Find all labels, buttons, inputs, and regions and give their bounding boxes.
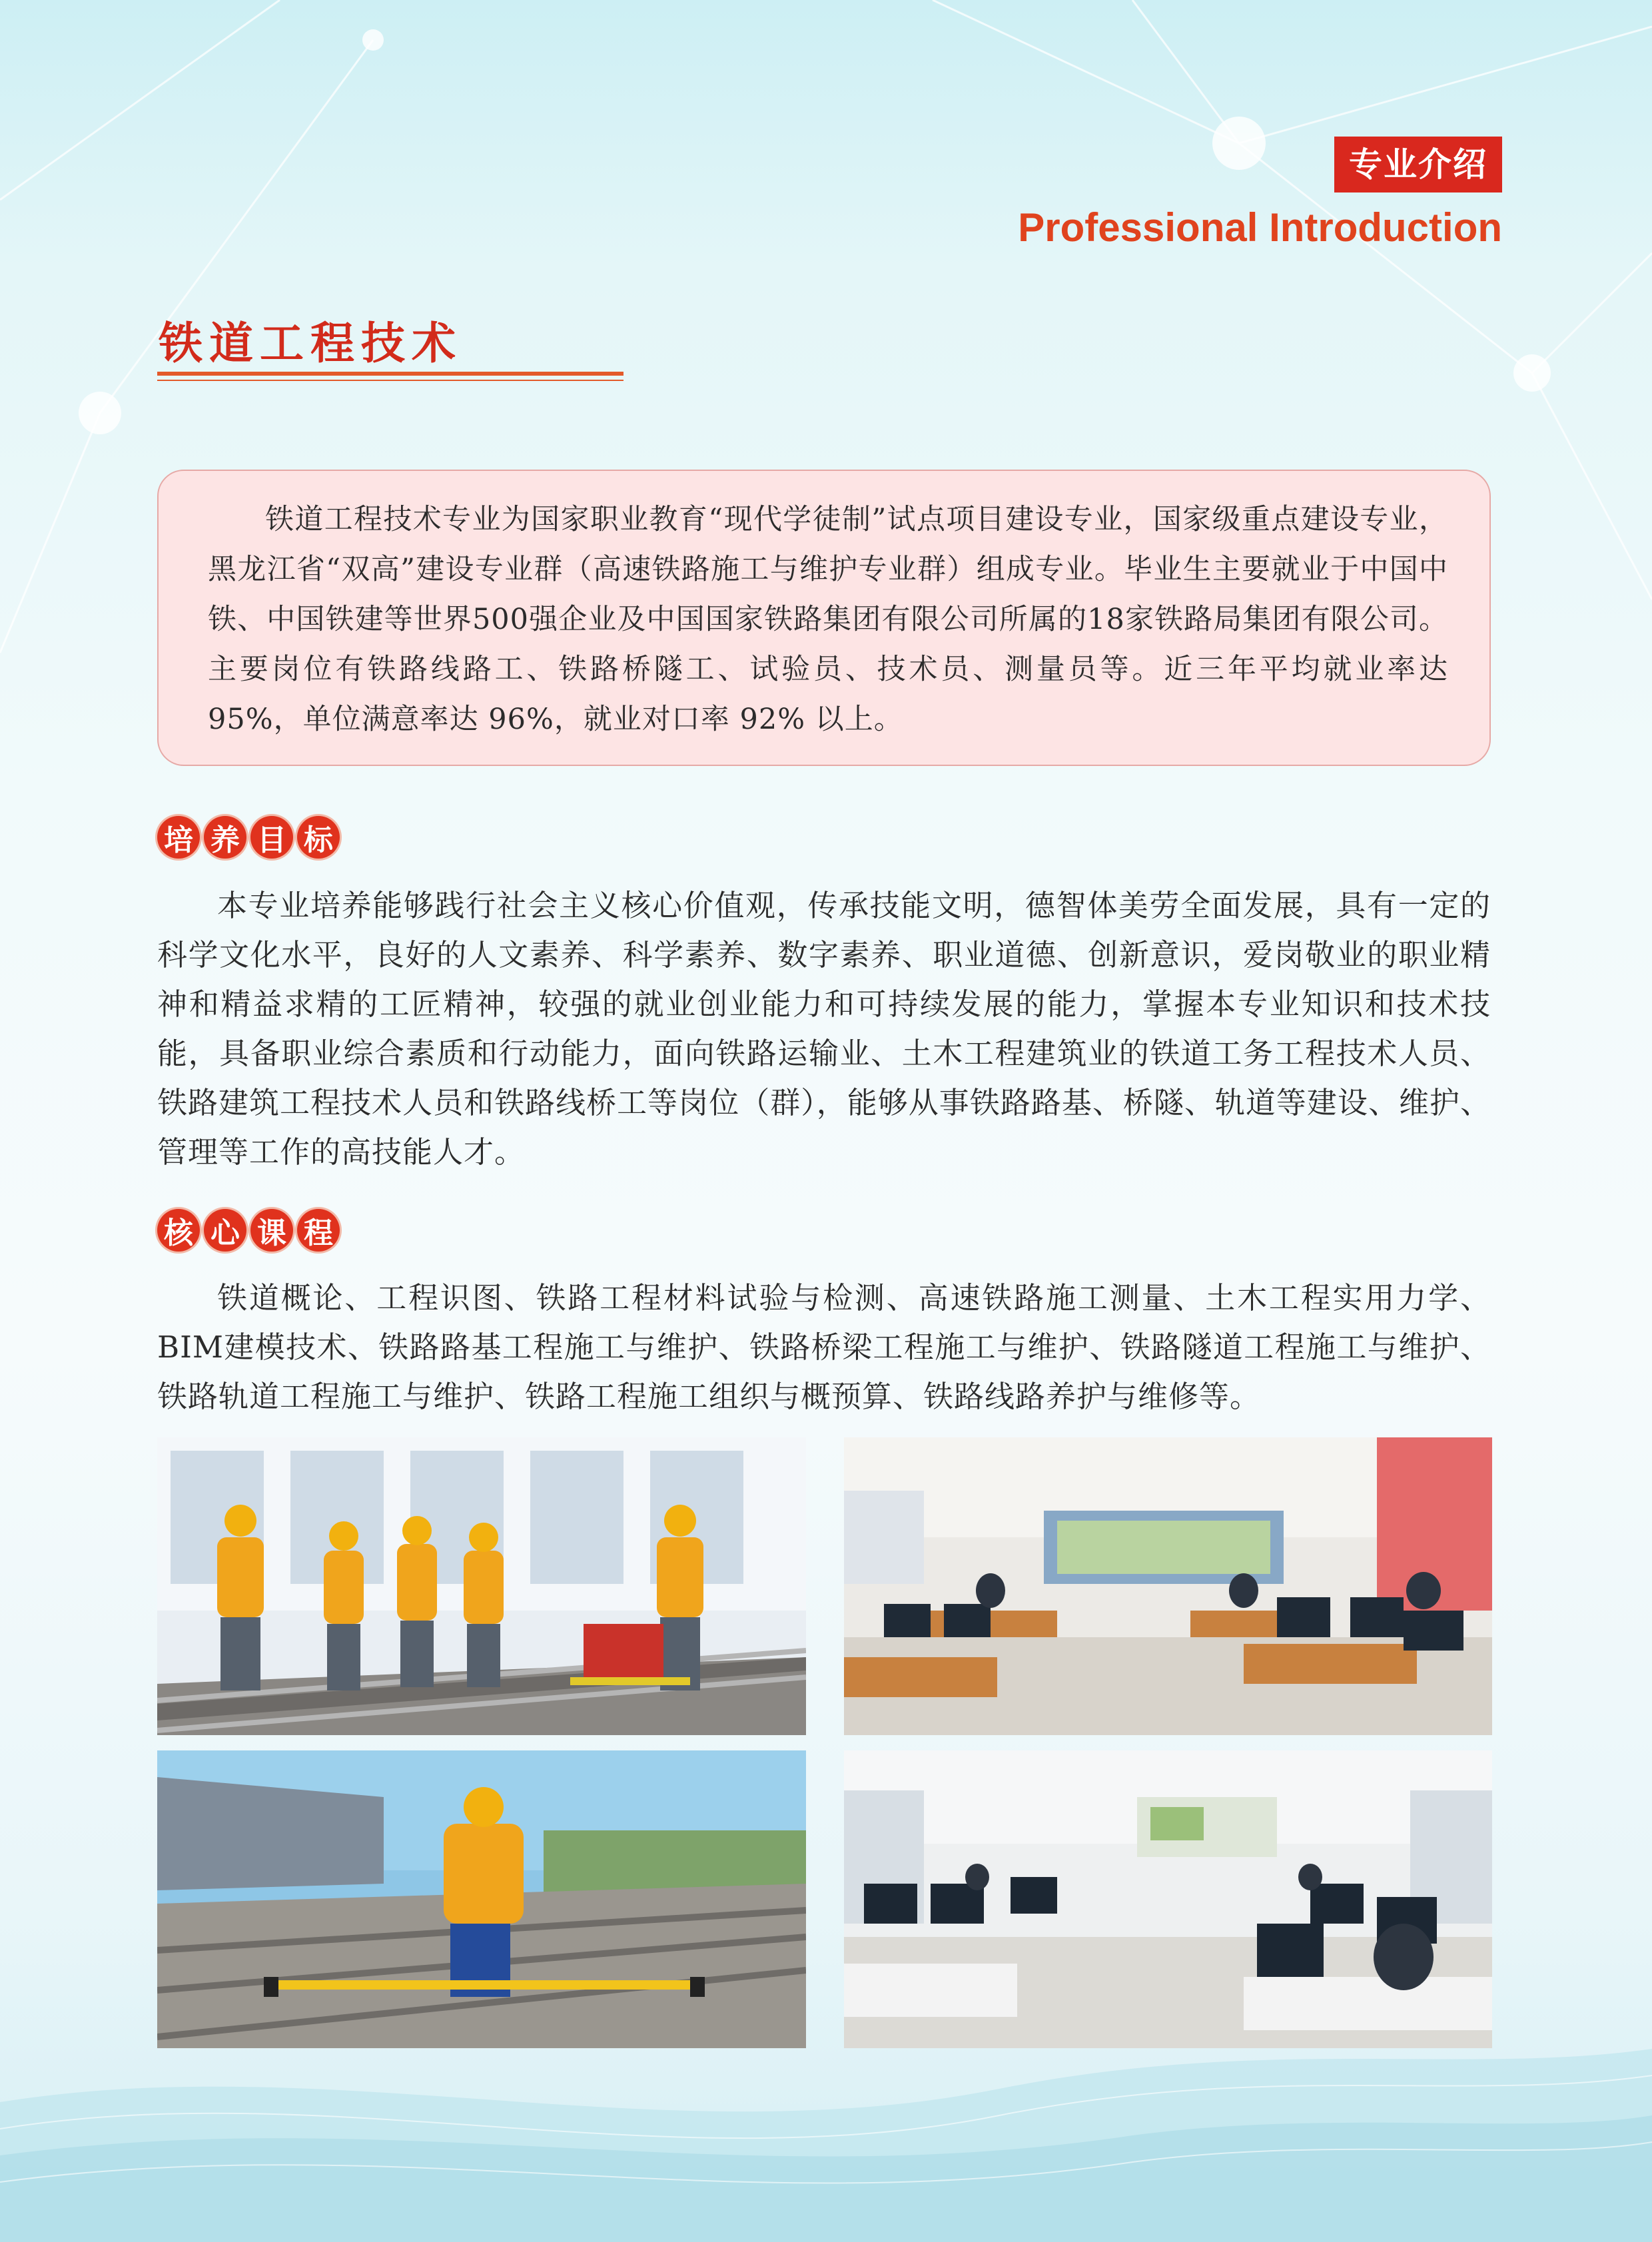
computer-lab-photo-1 (844, 1437, 1492, 1735)
heading-char: 标 (297, 816, 340, 859)
heading-char: 程 (297, 1209, 340, 1252)
track-inspection-photo (157, 1437, 806, 1735)
intro-text: 铁道工程技术专业为国家职业教育“现代学徒制”试点项目建设专业，国家级重点建设专业，黑龙江省“双高”建设专业群（高速铁路施工与维护专业群）组成专业。毕业生主要就业于中国中铁、中国铁建等世界500强企业及中国国家铁路集团有限公司所属的18家铁路局集团有限公司。主要岗位有铁路线路工、铁路桥隧工、试验员、技术员、测量员等。近三年平均就业率达 95%，单位满意率达 96%，就业对口率 92% 以上。 (208, 503, 1448, 736)
title-underline-thin (157, 380, 623, 381)
courses-text: 铁道概论、工程识图、铁路工程材料试验与检测、高速铁路施工测量、土木工程实用力学、BIM建模技术、铁路路基工程施工与维护、铁路桥梁工程施工与维护、铁路隧道工程施工与维护、铁路轨道工程施工与维护、铁路工程施工组织与概预算、铁路线路养护与维修等。 (157, 1280, 1491, 1414)
page-title: 铁道工程技术 (159, 317, 462, 369)
heading-char: 培 (157, 816, 200, 859)
heading-char: 核 (157, 1209, 200, 1252)
heading-char: 养 (204, 816, 246, 859)
section-heading-courses (157, 1209, 340, 1252)
badge-cn: 专业介绍 (1334, 137, 1502, 192)
computer-lab-photo-2 (844, 1750, 1492, 2048)
intro-box (157, 470, 1491, 766)
section-heading-goals (157, 816, 340, 859)
heading-char: 目 (250, 816, 293, 859)
heading-char: 心 (204, 1209, 246, 1252)
heading-char: 课 (250, 1209, 293, 1252)
bottom-wave-decoration (0, 2022, 1652, 2242)
goals-text: 本专业培养能够践行社会主义核心价值观，传承技能文明，德智体美劳全面发展，具有一定的科学文化水平，良好的人文素养、科学素养、数字素养、职业道德、创新意识，爱岗敬业的职业精神和精益求精的工匠精神，较强的就业创业能力和可持续发展的能力，掌握本专业知识和技术技能，具备职业综合素质和行动能力，面向铁路运输业、土木工程建筑业的铁道工务工程技术人员、铁路建筑工程技术人员和铁路线桥工等岗位（群），能够从事铁路路基、桥隧、轨道等建设、维护、管理等工作的高技能人才。 (157, 888, 1491, 1170)
section-badge (1018, 137, 1502, 250)
badge-en: Professional Introduction (1018, 205, 1502, 250)
rail-gauge-measuring-photo (157, 1750, 806, 2048)
title-underline (157, 372, 623, 376)
